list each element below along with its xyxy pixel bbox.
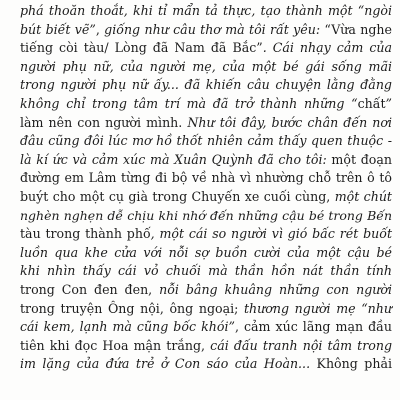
- roman-text: tiếng còi tàu/ Lòng đã Nam đã Bắc”: [20, 40, 263, 56]
- text-line: [20, 337, 392, 356]
- text-line: [20, 114, 392, 133]
- text-line: [20, 281, 392, 300]
- italic-text: , một cái so người vì gió bấc rét buốt: [150, 226, 393, 242]
- roman-text: buýt cho một cụ già trong Chuyến xe cuối cùng,: [20, 188, 335, 204]
- roman-text: , cảm xúc lãng mạn đầu: [234, 319, 393, 335]
- roman-text: chất: [357, 95, 386, 111]
- text-line: [20, 132, 392, 151]
- italic-text: nỗi bâng khuâng những con người: [159, 281, 392, 297]
- roman-text: trong Con đen đen,: [20, 281, 160, 297]
- italic-text: nghèn nghẹn dễ chịu khi nhớ đến những cậu bé trong Bến: [20, 207, 392, 223]
- italic-text: người phụ nữ, của người mẹ, của một bé gái sống mãi: [20, 58, 392, 74]
- italic-text: đâu cũng đôi lúc mơ hồ thốt nhiên cảm thấy quen thuộc -: [20, 133, 392, 149]
- roman-text: “Vừa nghe: [324, 21, 392, 37]
- italic-text: luồn qua khe cửa với nỗi sợ buồn cười của một cậu bé: [20, 244, 392, 260]
- roman-text: đường em Lâm từng đi bộ về nhà vì nhường chỗ trên ô tô: [20, 170, 392, 186]
- text-line: [20, 355, 392, 374]
- text-line: [20, 2, 392, 21]
- roman-text: làm nên con người mình.: [20, 114, 188, 130]
- roman-text: trong truyện Ông nội, ông ngoại;: [20, 300, 244, 316]
- roman-text: Không phải: [316, 356, 392, 372]
- text-line: [20, 58, 392, 77]
- italic-text: trong người phụ nữ ấy... đã khiến câu chuyện lằng đằng: [20, 77, 392, 93]
- roman-text: ,: [95, 21, 105, 37]
- text-line: [20, 318, 392, 337]
- italic-text: Như tôi đây, bước chân đến nơi: [187, 114, 392, 130]
- italic-text: giống như câu thơ mà tôi rất yêu:: [104, 21, 325, 37]
- italic-text: không chỉ trong tâm trí mà đã trở thành những “: [20, 95, 358, 111]
- text-line: [20, 169, 392, 188]
- roman-text: một đoạn: [331, 151, 392, 167]
- italic-text: cái kem, lạnh mà cũng bốc khói”: [20, 319, 235, 335]
- roman-text: tàu trong thành phố: [20, 226, 151, 242]
- italic-text: khi nhìn thấy cái vỏ chuối mà thần hồn nát thần tính: [20, 263, 392, 279]
- italic-text: bút biết vẽ”: [20, 21, 96, 37]
- text-line: [20, 95, 392, 114]
- italic-text: cái đấu tranh nội tâm trong: [210, 337, 393, 353]
- text-line: [20, 262, 392, 281]
- text-line: [20, 151, 392, 170]
- text-line: [20, 300, 392, 319]
- italic-text: phá thoăn thoắt, khi tỉ mẩn tả thực, tạo thành một “ngòi: [20, 3, 392, 18]
- text-line: [20, 225, 392, 244]
- italic-text: một chút: [334, 188, 392, 204]
- text-line: [20, 188, 392, 207]
- italic-text: là kí ức và cảm xúc mà Xuân Quỳnh đã cho tôi:: [20, 151, 332, 167]
- italic-text: im lặng của đứa trẻ ở Con sáo của Hoàn...: [20, 356, 317, 372]
- text-line: [20, 21, 392, 40]
- text-line: [20, 207, 392, 226]
- roman-text: tiên khi đọc Hoa mận trắng,: [20, 337, 211, 353]
- italic-text: thương người mẹ “như: [244, 300, 392, 316]
- text-line: [20, 244, 392, 263]
- italic-text: ”: [385, 95, 392, 111]
- text-line: [20, 39, 392, 58]
- italic-text: . Cái nhạy cảm của: [262, 40, 392, 56]
- body-text: [20, 2, 392, 374]
- text-line: [20, 76, 392, 95]
